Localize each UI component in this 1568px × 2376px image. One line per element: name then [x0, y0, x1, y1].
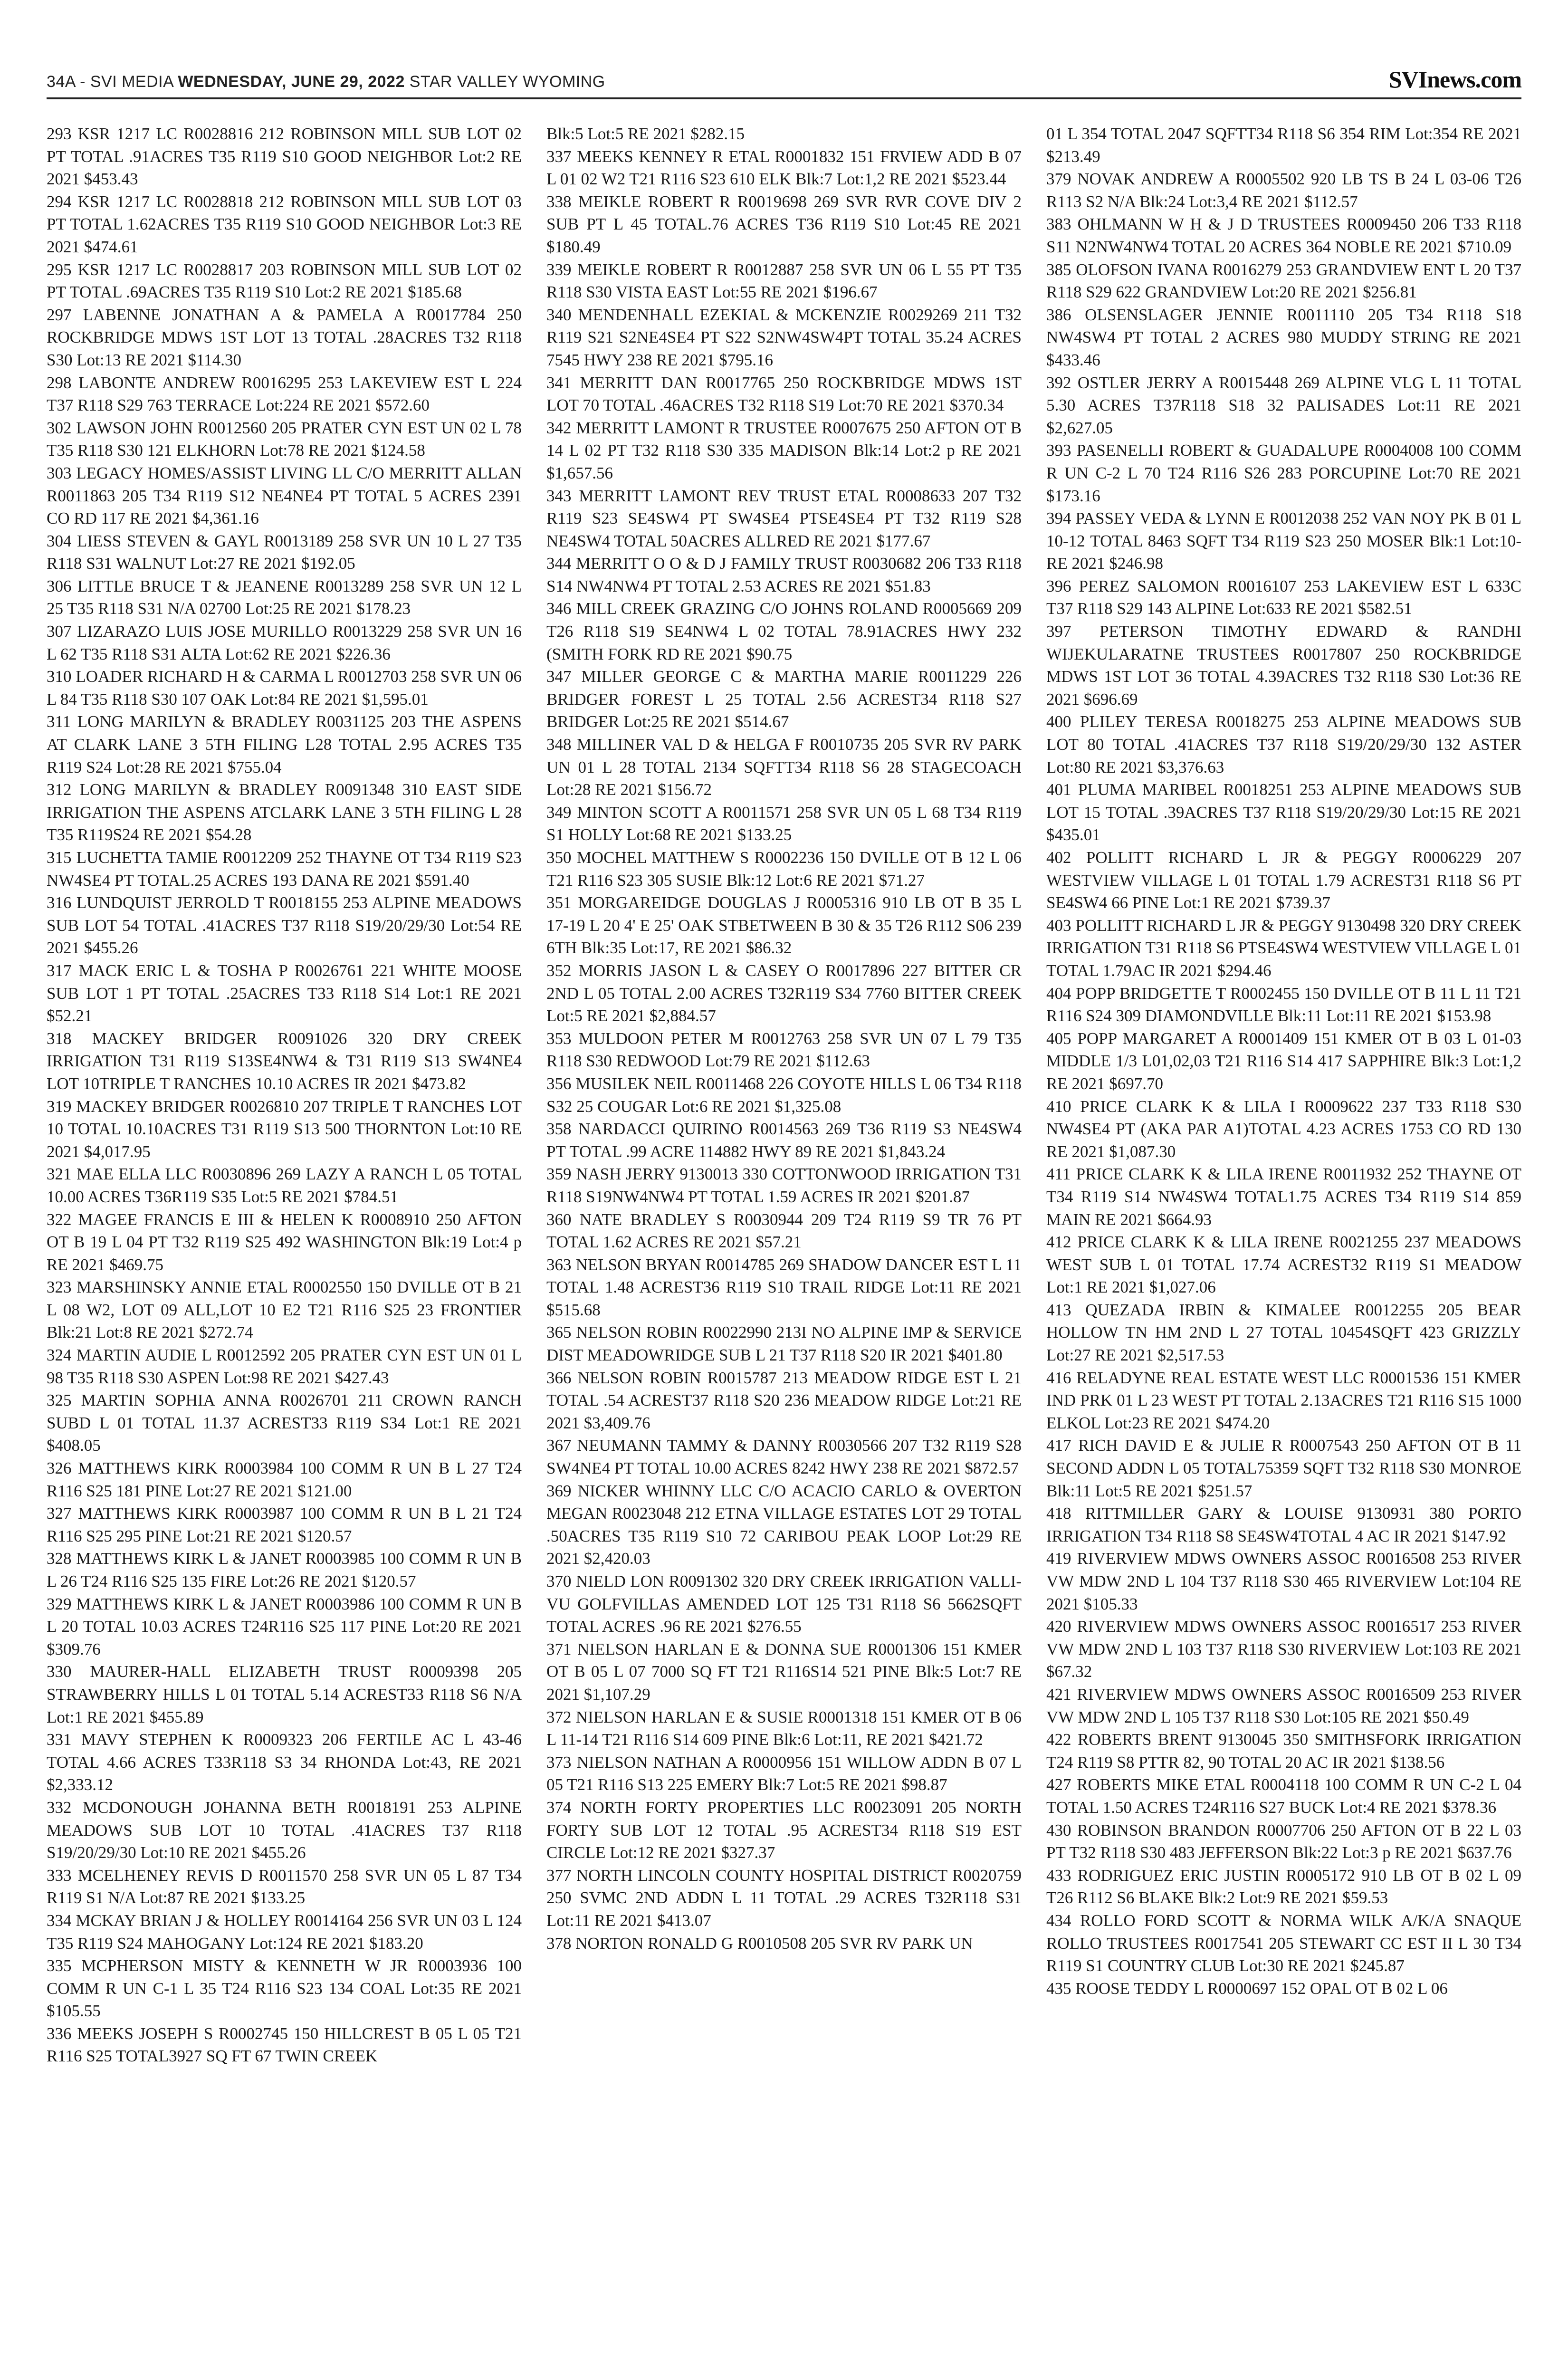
- tax-list-entry: 330 MAURER-HALL ELIZABETH TRUST R0009398 205 STRAWBERRY HILLS L 01 TOTAL 5.14 ACREST33 R118 S6 N/A Lot:1 RE 2021 $455.89: [47, 1662, 522, 1726]
- tax-list-entry: 400 PLILEY TERESA R0018275 253 ALPINE MEADOWS SUB LOT 80 TOTAL .41ACRES T37 R118 S19/20/29/30 132 ASTER Lot:80 RE 2021 $3,376.63: [1046, 712, 1521, 776]
- tax-list-entry: 419 RIVERVIEW MDWS OWNERS ASSOC R0016508 253 RIVER VW MDW 2ND L 104 T37 R118 S30 465 RIVERVIEW Lot:104 RE 2021 $105.33: [1046, 1549, 1521, 1613]
- tax-list-entry: 356 MUSILEK NEIL R0011468 226 COYOTE HILLS L 06 T34 R118 S32 25 COUGAR Lot:6 RE 2021 $1,325.08: [546, 1074, 1022, 1116]
- tax-list-entry: 350 MOCHEL MATTHEW S R0002236 150 DVILLE OT B 12 L 06 T21 R116 S23 305 SUSIE Blk:12 Lot:6 RE 2021 $71.27: [546, 848, 1022, 890]
- tax-list-entry: 339 MEIKLE ROBERT R R0012887 258 SVR UN 06 L 55 PT T35 R118 S30 VISTA EAST Lot:55 RE 2021 $196.67: [546, 260, 1022, 302]
- tax-list-entry: 358 NARDACCI QUIRINO R0014563 269 T36 R119 S3 NE4SW4 PT TOTAL .99 ACRE 114882 HWY 89 RE 2021 $1,843.24: [546, 1120, 1022, 1161]
- tax-list-entry: 367 NEUMANN TAMMY & DANNY R0030566 207 T32 R119 S28 SW4NE4 PT TOTAL 10.00 ACRES 8242 HWY 238 RE 2021 $872.57: [546, 1436, 1022, 1478]
- tax-list-entry: 420 RIVERVIEW MDWS OWNERS ASSOC R0016517 253 RIVER VW MDW 2ND L 103 T37 R118 S30 RIVERVIEW Lot:103 RE 2021 $67.32: [1046, 1617, 1521, 1681]
- tax-list-entry: 295 KSR 1217 LC R0028817 203 ROBINSON MILL SUB LOT 02 PT TOTAL .69ACRES T35 R119 S10 Lot:2 RE 2021 $185.68: [47, 260, 522, 302]
- tax-list-entry: 297 LABENNE JONATHAN A & PAMELA A R0017784 250 ROCKBRIDGE MDWS 1ST LOT 13 TOTAL .28ACRES T32 R118 S30 Lot:13 RE 2021 $114.30: [47, 305, 522, 369]
- tax-list-entry: 351 MORGAREIDGE DOUGLAS J R0005316 910 LB OT B 35 L 17-19 L 20 4' E 25' OAK STBETWEEN B 30 & 35 T26 R112 S06 239 6TH Blk:35 Lot:17, RE 2021 $86.32: [546, 893, 1022, 958]
- tax-list-entry: 310 LOADER RICHARD H & CARMA L R0012703 258 SVR UN 06 L 84 T35 R118 S30 107 OAK Lot:84 RE 2021 $1,595.01: [47, 667, 522, 709]
- tax-list-entry: 378 NORTON RONALD G R0010508 205 SVR RV PARK UN: [546, 1934, 973, 1953]
- tax-list-entry: 323 MARSHINSKY ANNIE ETAL R0002550 150 DVILLE OT B 21 L 08 W2, LOT 09 ALL,LOT 10 E2 T21 R116 S25 23 FRONTIER Blk:21 Lot:8 RE 2021 $272.74: [47, 1278, 522, 1342]
- tax-list-entry: 324 MARTIN AUDIE L R0012592 205 PRATER CYN EST UN 01 L 98 T35 R118 S30 ASPEN Lot:98 RE 2021 $427.43: [47, 1346, 522, 1387]
- tax-list-entry: 353 MULDOON PETER M R0012763 258 SVR UN 07 L 79 T35 R118 S30 REDWOOD Lot:79 RE 2021 $112.63: [546, 1029, 1022, 1071]
- tax-list-entry: 311 LONG MARILYN & BRADLEY R0031125 203 THE ASPENS AT CLARK LANE 3 5TH FILING L28 TOTAL 2.95 ACRES T35 R119 S24 Lot:28 RE 2021 $755.04: [47, 712, 522, 776]
- tax-list-entry: 331 MAVY STEPHEN K R0009323 206 FERTILE AC L 43-46 TOTAL 4.66 ACRES T33R118 S3 34 RHONDA Lot:43, RE 2021 $2,333.12: [47, 1730, 522, 1794]
- tax-list-entry: 333 MCELHENEY REVIS D R0011570 258 SVR UN 05 L 87 T34 R119 S1 N/A Lot:87 RE 2021 $133.25: [47, 1866, 522, 1907]
- folio-prefix: 34A - SVI MEDIA: [47, 73, 178, 91]
- tax-list-entry: 294 KSR 1217 LC R0028818 212 ROBINSON MILL SUB LOT 03 PT TOTAL 1.62ACRES T35 R119 S10 GOOD NEIGHBOR Lot:3 RE 2021 $474.61: [47, 192, 522, 256]
- tax-list-entry: 340 MENDENHALL EZEKIAL & MCKENZIE R0029269 211 T32 R119 S21 S2NE4SE4 PT S22 S2NW4SW4PT TOTAL 35.24 ACRES 7545 HWY 238 RE 2021 $795.16: [546, 305, 1022, 369]
- tax-list-entry: Blk:5 Lot:5 RE 2021 $282.15: [546, 125, 745, 143]
- tax-list-entry: 392 OSTLER JERRY A R0015448 269 ALPINE VLG L 11 TOTAL 5.30 ACRES T37R118 S18 32 PALISADES Lot:11 RE 2021 $2,627.05: [1046, 373, 1521, 437]
- tax-list-entry: 397 PETERSON TIMOTHY EDWARD & RANDHI WIJEKULARATNE TRUSTEES R0017807 250 ROCKBRIDGE MDWS 1ST LOT 36 TOTAL 4.39ACRES T32 R118 S30 Lot:36 RE 2021 $696.69: [1046, 622, 1521, 709]
- tax-list-entry: 322 MAGEE FRANCIS E III & HELEN K R0008910 250 AFTON OT B 19 L 04 PT T32 R119 S25 492 WASHINGTON Blk:19 Lot:4 p RE 2021 $469.75: [47, 1210, 522, 1274]
- tax-list-entry: 435 ROOSE TEDDY L R0000697 152 OPAL OT B 02 L 06: [1046, 1979, 1448, 1998]
- tax-list-entry: 396 PEREZ SALOMON R0016107 253 LAKEVIEW EST L 633C T37 R118 S29 143 ALPINE Lot:633 RE 2021 $582.51: [1046, 576, 1521, 618]
- tax-list-entry: 404 POPP BRIDGETTE T R0002455 150 DVILLE OT B 11 L 11 T21 R116 S24 309 DIAMONDVILLE Blk:11 Lot:11 RE 2021 $153.98: [1046, 984, 1521, 1025]
- tax-list-entry: 315 LUCHETTA TAMIE R0012209 252 THAYNE OT T34 R119 S23 NW4SE4 PT TOTAL.25 ACRES 193 DANA RE 2021 $591.40: [47, 848, 522, 890]
- tax-list-entry: 352 MORRIS JASON L & CASEY O R0017896 227 BITTER CR 2ND L 05 TOTAL 2.00 ACRES T32R119 S34 7760 BITTER CREEK Lot:5 RE 2021 $2,884.57: [546, 961, 1022, 1025]
- tax-list-entry: 363 NELSON BRYAN R0014785 269 SHADOW DANCER EST L 11 TOTAL 1.48 ACREST36 R119 S10 TRAIL RIDGE Lot:11 RE 2021 $515.68: [546, 1255, 1022, 1319]
- tax-list-entry: 373 NIELSON NATHAN A R0000956 151 WILLOW ADDN B 07 L 05 T21 R116 S13 225 EMERY Blk:7 Lot:5 RE 2021 $98.87: [546, 1753, 1022, 1794]
- tax-list-entry: 433 RODRIGUEZ ERIC JUSTIN R0005172 910 LB OT B 02 L 09 T26 R112 S6 BLAKE Blk:2 Lot:9 RE 2021 $59.53: [1046, 1866, 1521, 1907]
- tax-list-entry: 317 MACK ERIC L & TOSHA P R0026761 221 WHITE MOOSE SUB LOT 1 PT TOTAL .25ACRES T33 R118 S14 Lot:1 RE 2021 $52.21: [47, 961, 522, 1025]
- column-2: [546, 123, 1022, 2375]
- tax-list-entry: 336 MEEKS JOSEPH S R0002745 150 HILLCREST B 05 L 05 T21 R116 S25 TOTAL3927 SQ FT 67 TWIN CREEK: [47, 2024, 522, 2066]
- tax-list-entry: 349 MINTON SCOTT A R0011571 258 SVR UN 05 L 68 T34 R119 S1 HOLLY Lot:68 RE 2021 $133.25: [546, 803, 1022, 844]
- tax-list-entry: 307 LIZARAZO LUIS JOSE MURILLO R0013229 258 SVR UN 16 L 62 T35 R118 S31 ALTA Lot:62 RE 2021 $226.36: [47, 622, 522, 663]
- page-folio: [47, 73, 605, 91]
- tax-list-entry: 401 PLUMA MARIBEL R0018251 253 ALPINE MEADOWS SUB LOT 15 TOTAL .39ACRES T37 R118 S19/20/29/30 Lot:15 RE 2021 $435.01: [1046, 780, 1521, 844]
- tax-list-entry: 302 LAWSON JOHN R0012560 205 PRATER CYN EST UN 02 L 78 T35 R118 S30 121 ELKHORN Lot:78 RE 2021 $124.58: [47, 418, 522, 460]
- tax-list-entry: 303 LEGACY HOMES/ASSIST LIVING LL C/O MERRITT ALLAN R0011863 205 T34 R119 S12 NE4NE4 PT TOTAL 5 ACRES 2391 CO RD 117 RE 2021 $4,361.16: [47, 463, 522, 528]
- tax-list-entry: 334 MCKAY BRIAN J & HOLLEY R0014164 256 SVR UN 03 L 124 T35 R119 S24 MAHOGANY Lot:124 RE 2021 $183.20: [47, 1911, 522, 1953]
- tax-list-entry: 417 RICH DAVID E & JULIE R R0007543 250 AFTON OT B 11 SECOND ADDN L 05 TOTAL75359 SQFT T32 R118 S30 MONROE Blk:11 Lot:5 RE 2021 $251.57: [1046, 1436, 1521, 1500]
- tax-list-entry: 343 MERRITT LAMONT REV TRUST ETAL R0008633 207 T32 R119 S23 SE4SW4 PT SW4SE4 PTSE4SE4 PT T32 R119 S28 NE4SW4 TOTAL 50ACRES ALLRED RE 2021 $177.67: [546, 486, 1022, 550]
- column-3: [1046, 123, 1521, 2375]
- tax-list-entry: 342 MERRITT LAMONT R TRUSTEE R0007675 250 AFTON OT B 14 L 02 PT T32 R118 S30 335 MADISON Blk:14 Lot:2 p RE 2021 $1,657.56: [546, 418, 1022, 482]
- tax-list-entry: 316 LUNDQUIST JERROLD T R0018155 253 ALPINE MEADOWS SUB LOT 54 TOTAL .41ACRES T37 R118 S19/20/29/30 Lot:54 RE 2021 $455.26: [47, 893, 522, 958]
- tax-list-entry: 434 ROLLO FORD SCOTT & NORMA WILK A/K/A SNAQUE ROLLO TRUSTEES R0017541 205 STEWART CC EST II L 30 T34 R119 S1 COUNTRY CLUB Lot:30 RE 2021 $245.87: [1046, 1911, 1521, 1975]
- tax-list-entry: 430 ROBINSON BRANDON R0007706 250 AFTON OT B 22 L 03 PT T32 R118 S30 483 JEFFERSON Blk:22 Lot:3 p RE 2021 $637.76: [1046, 1820, 1521, 1862]
- tax-list-entry: 325 MARTIN SOPHIA ANNA R0026701 211 CROWN RANCH SUBD L 01 TOTAL 11.37 ACREST33 R119 S34 Lot:1 RE 2021 $408.05: [47, 1391, 522, 1455]
- tax-list-entry: 374 NORTH FORTY PROPERTIES LLC R0023091 205 NORTH FORTY SUB LOT 12 TOTAL .95 ACREST34 R118 S19 EST CIRCLE Lot:12 RE 2021 $327.37: [546, 1798, 1022, 1862]
- tax-list-entry: 377 NORTH LINCOLN COUNTY HOSPITAL DISTRICT R0020759 250 SVMC 2ND ADDN L 11 TOTAL .29 ACRES T32R118 S31 Lot:11 RE 2021 $413.07: [546, 1866, 1022, 1930]
- tax-list-entry: 318 MACKEY BRIDGER R0091026 320 DRY CREEK IRRIGATION T31 R119 S13SE4NW4 & T31 R119 S13 SW4NE4 LOT 10TRIPLE T RANCHES 10.10 ACRES IR 2021 $473.82: [47, 1029, 522, 1093]
- page-header: [47, 67, 1521, 95]
- tax-list-entry: 416 RELADYNE REAL ESTATE WEST LLC R0001536 151 KMER IND PRK 01 L 23 WEST PT TOTAL 2.13ACRES T21 R116 S15 1000 ELKOL Lot:23 RE 2021 $474.20: [1046, 1368, 1521, 1432]
- tax-list-entry: 293 KSR 1217 LC R0028816 212 ROBINSON MILL SUB LOT 02 PT TOTAL .91ACRES T35 R119 S10 GOOD NEIGHBOR Lot:2 RE 2021 $453.43: [47, 125, 522, 189]
- tax-list-entry: 372 NIELSON HARLAN E & SUSIE R0001318 151 KMER OT B 06 L 11-14 T21 R116 S14 609 PINE Blk:6 Lot:11, RE 2021 $421.72: [546, 1707, 1022, 1749]
- folio-suffix: STAR VALLEY WYOMING: [404, 73, 605, 91]
- tax-list-entry: 347 MILLER GEORGE C & MARTHA MARIE R0011229 226 BRIDGER FOREST L 25 TOTAL 2.56 ACREST34 R118 S27 BRIDGER Lot:25 RE 2021 $514.67: [546, 667, 1022, 731]
- tax-list-entry: 418 RITTMILLER GARY & LOUISE 9130931 380 PORTO IRRIGATION T34 R118 S8 SE4SW4TOTAL 4 AC IR 2021 $147.92: [1046, 1504, 1521, 1545]
- tax-list-entry: 427 ROBERTS MIKE ETAL R0004118 100 COMM R UN C-2 L 04 TOTAL 1.50 ACRES T24R116 S27 BUCK Lot:4 RE 2021 $378.36: [1046, 1775, 1521, 1817]
- tax-list-entry: 393 PASENELLI ROBERT & GUADALUPE R0004008 100 COMM R UN C-2 L 70 T24 R116 S26 283 PORCUPINE Lot:70 RE 2021 $173.16: [1046, 441, 1521, 505]
- tax-list-entry: 338 MEIKLE ROBERT R R0019698 269 SVR RVR COVE DIV 2 SUB PT L 45 TOTAL.76 ACRES T36 R119 S10 Lot:45 RE 2021 $180.49: [546, 192, 1022, 256]
- tax-list-entry: 346 MILL CREEK GRAZING C/O JOHNS ROLAND R0005669 209 T26 R118 S19 SE4NW4 L 02 TOTAL 78.91ACRES HWY 232 (SMITH FORK RD RE 2021 $90.75: [546, 599, 1022, 663]
- tax-list-entry: 422 ROBERTS BRENT 9130045 350 SMITHSFORK IRRIGATION T24 R119 S8 PTTR 82, 90 TOTAL 20 AC IR 2021 $138.56: [1046, 1730, 1521, 1772]
- tax-list-entry: 344 MERRITT O O & D J FAMILY TRUST R0030682 206 T33 R118 S14 NW4NW4 PT TOTAL 2.53 ACRES RE 2021 $51.83: [546, 554, 1022, 595]
- tax-list-entry: 412 PRICE CLARK K & LILA IRENE R0021255 237 MEADOWS WEST SUB L 01 TOTAL 17.74 ACREST32 R119 S1 MEADOW Lot:1 RE 2021 $1,027.06: [1046, 1233, 1521, 1297]
- tax-list-entry: 327 MATTHEWS KIRK R0003987 100 COMM R UN B L 21 T24 R116 S25 295 PINE Lot:21 RE 2021 $120.57: [47, 1504, 522, 1545]
- tax-list-entry: 306 LITTLE BRUCE T & JEANENE R0013289 258 SVR UN 12 L 25 T35 R118 S31 N/A 02700 Lot:25 RE 2021 $178.23: [47, 576, 522, 618]
- tax-list-entry: 369 NICKER WHINNY LLC C/O ACACIO CARLO & OVERTON MEGAN R0023048 212 ETNA VILLAGE ESTATES LOT 29 TOTAL .50ACRES T35 R119 S10 72 CARIBOU PEAK LOOP Lot:29 RE 2021 $2,420.03: [546, 1481, 1022, 1568]
- tax-list-entry: 402 POLLITT RICHARD L JR & PEGGY R0006229 207 WESTVIEW VILLAGE L 01 TOTAL 1.79 ACREST31 R118 S6 PT SE4SW4 66 PINE Lot:1 RE 2021 $739.37: [1046, 848, 1521, 912]
- tax-list-entry: 370 NIELD LON R0091302 320 DRY CREEK IRRIGATION VALLI-VU GOLFVILLAS AMENDED LOT 125 T31 R118 S6 5662SQFT TOTAL ACRES .96 RE 2021 $276.55: [546, 1572, 1022, 1636]
- tax-list-entry: 403 POLLITT RICHARD L JR & PEGGY 9130498 320 DRY CREEK IRRIGATION T31 R118 S6 PTSE4SW4 WESTVIEW VILLAGE L 01 TOTAL 1.79AC IR 2021 $294.46: [1046, 916, 1521, 980]
- tax-list-entry: 411 PRICE CLARK K & LILA IRENE R0011932 252 THAYNE OT T34 R119 S14 NW4SW4 TOTAL1.75 ACRES T34 R119 S14 859 MAIN RE 2021 $664.93: [1046, 1165, 1521, 1229]
- tax-list-entry: 337 MEEKS KENNEY R ETAL R0001832 151 FRVIEW ADD B 07 L 01 02 W2 T21 R116 S23 610 ELK Blk:7 Lot:1,2 RE 2021 $523.44: [546, 147, 1022, 189]
- tax-list-entry: 304 LIESS STEVEN & GAYL R0013189 258 SVR UN 10 L 27 T35 R118 S31 WALNUT Lot:27 RE 2021 $192.05: [47, 531, 522, 573]
- tax-list-entry: 379 NOVAK ANDREW A R0005502 920 LB TS B 24 L 03-06 T26 R113 S2 N/A Blk:24 Lot:3,4 RE 2021 $112.57: [1046, 170, 1521, 211]
- tax-list-entry: 410 PRICE CLARK K & LILA I R0009622 237 T33 R118 S30 NW4SE4 PT (AKA PAR A1)TOTAL 4.23 ACRES 1753 CO RD 130 RE 2021 $1,087.30: [1046, 1097, 1521, 1161]
- tax-list-entry: 365 NELSON ROBIN R0022990 213I NO ALPINE IMP & SERVICE DIST MEADOWRIDGE SUB L 21 T37 R118 S20 IR 2021 $401.80: [546, 1323, 1022, 1365]
- column-1: [47, 123, 522, 2375]
- tax-list-entry: 366 NELSON ROBIN R0015787 213 MEADOW RIDGE EST L 21 TOTAL .54 ACREST37 R118 S20 236 MEADOW RIDGE Lot:21 RE 2021 $3,409.76: [546, 1368, 1022, 1432]
- site-logo: SVInews.com: [1388, 66, 1521, 93]
- tax-list-entry: 371 NIELSON HARLAN E & DONNA SUE R0001306 151 KMER OT B 05 L 07 7000 SQ FT T21 R116S14 521 PINE Blk:5 Lot:7 RE 2021 $1,107.29: [546, 1639, 1022, 1704]
- tax-list-entry: 329 MATTHEWS KIRK L & JANET R0003986 100 COMM R UN B L 20 TOTAL 10.03 ACRES T24R116 S25 117 PINE Lot:20 RE 2021 $309.76: [47, 1594, 522, 1658]
- tax-list-entry: 298 LABONTE ANDREW R0016295 253 LAKEVIEW EST L 224 T37 R118 S29 763 TERRACE Lot:224 RE 2021 $572.60: [47, 373, 522, 415]
- tax-list-entry: 326 MATTHEWS KIRK R0003984 100 COMM R UN B L 27 T24 R116 S25 181 PINE Lot:27 RE 2021 $121.00: [47, 1459, 522, 1500]
- tax-list-entry: 319 MACKEY BRIDGER R0026810 207 TRIPLE T RANCHES LOT 10 TOTAL 10.10ACRES T31 R119 S13 500 THORNTON Lot:10 RE 2021 $4,017.95: [47, 1097, 522, 1161]
- tax-list-entry: 360 NATE BRADLEY S R0030944 209 T24 R119 S9 TR 76 PT TOTAL 1.62 ACRES RE 2021 $57.21: [546, 1210, 1022, 1252]
- tax-list-entry: 01 L 354 TOTAL 2047 SQFTT34 R118 S6 354 RIM Lot:354 RE 2021 $213.49: [1046, 125, 1521, 166]
- tax-list-entry: 341 MERRITT DAN R0017765 250 ROCKBRIDGE MDWS 1ST LOT 70 TOTAL .46ACRES T32 R118 S19 Lot:70 RE 2021 $370.34: [546, 373, 1022, 415]
- tax-list-entry: 413 QUEZADA IRBIN & KIMALEE R0012255 205 BEAR HOLLOW TN HM 2ND L 27 TOTAL 10454SQFT 423 GRIZZLY Lot:27 RE 2021 $2,517.53: [1046, 1300, 1521, 1365]
- legal-notice-columns: [47, 123, 1521, 2375]
- tax-list-entry: 348 MILLINER VAL D & HELGA F R0010735 205 SVR RV PARK UN 01 L 28 TOTAL 2134 SQFTT34 R118 S6 28 STAGECOACH Lot:28 RE 2021 $156.72: [546, 735, 1022, 799]
- tax-list-entry: 383 OHLMANN W H & J D TRUSTEES R0009450 206 T33 R118 S11 N2NW4NW4 TOTAL 20 ACRES 364 NOBLE RE 2021 $710.09: [1046, 215, 1521, 256]
- tax-list-entry: 386 OLSENSLAGER JENNIE R0011110 205 T34 R118 S18 NW4SW4 PT TOTAL 2 ACRES 980 MUDDY STRING RE 2021 $433.46: [1046, 305, 1521, 369]
- tax-list-entry: 405 POPP MARGARET A R0001409 151 KMER OT B 03 L 01-03 MIDDLE 1/3 L01,02,03 T21 R116 S14 417 SAPPHIRE Blk:3 Lot:1,2 RE 2021 $697.70: [1046, 1029, 1521, 1093]
- tax-list-entry: 312 LONG MARILYN & BRADLEY R0091348 310 EAST SIDE IRRIGATION THE ASPENS ATCLARK LANE 3 5TH FILING L 28 T35 R119S24 RE 2021 $54.28: [47, 780, 522, 844]
- tax-list-entry: 328 MATTHEWS KIRK L & JANET R0003985 100 COMM R UN B L 26 T24 R116 S25 135 FIRE Lot:26 RE 2021 $120.57: [47, 1549, 522, 1590]
- tax-list-entry: 421 RIVERVIEW MDWS OWNERS ASSOC R0016509 253 RIVER VW MDW 2ND L 105 T37 R118 S30 Lot:105 RE 2021 $50.49: [1046, 1685, 1521, 1726]
- tax-list-entry: 359 NASH JERRY 9130013 330 COTTONWOOD IRRIGATION T31 R118 S19NW4NW4 PT TOTAL 1.59 ACRES IR 2021 $201.87: [546, 1165, 1022, 1206]
- header-rule: [47, 97, 1521, 99]
- tax-list-entry: 385 OLOFSON IVANA R0016279 253 GRANDVIEW ENT L 20 T37 R118 S29 622 GRANDVIEW Lot:20 RE 2021 $256.81: [1046, 260, 1521, 302]
- tax-list-entry: 335 MCPHERSON MISTY & KENNETH W JR R0003936 100 COMM R UN C-1 L 35 T24 R116 S23 134 COAL Lot:35 RE 2021 $105.55: [47, 1956, 522, 2021]
- tax-list-entry: 332 MCDONOUGH JOHANNA BETH R0018191 253 ALPINE MEADOWS SUB LOT 10 TOTAL .41ACRES T37 R118 S19/20/29/30 Lot:10 RE 2021 $455.26: [47, 1798, 522, 1862]
- tax-list-entry: 394 PASSEY VEDA & LYNN E R0012038 252 VAN NOY PK B 01 L 10-12 TOTAL 8463 SQFT T34 R119 S23 250 MOSER Blk:1 Lot:10- RE 2021 $246.98: [1046, 509, 1521, 573]
- tax-list-entry: 321 MAE ELLA LLC R0030896 269 LAZY A RANCH L 05 TOTAL 10.00 ACRES T36R119 S35 Lot:5 RE 2021 $784.51: [47, 1165, 522, 1206]
- publication-date: WEDNESDAY, JUNE 29, 2022: [178, 73, 405, 91]
